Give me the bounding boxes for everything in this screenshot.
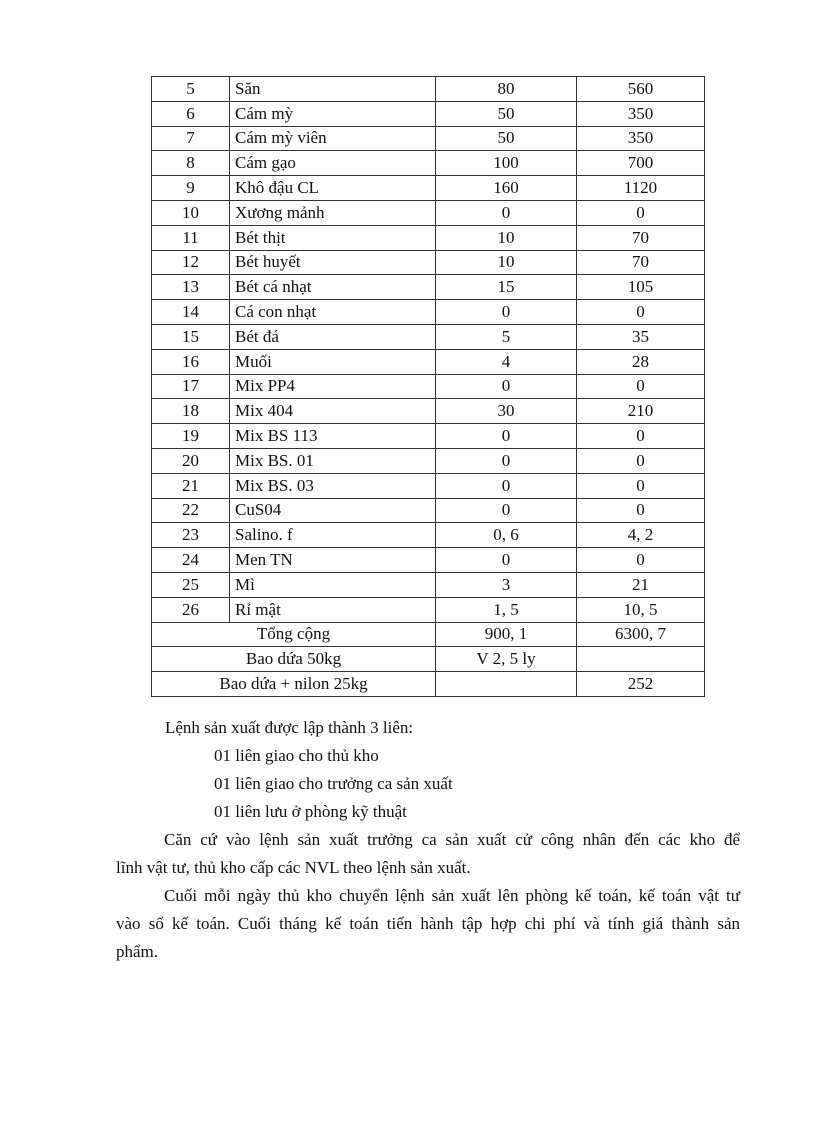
copy-item-3: 01 liên lưu ở phòng kỹ thuật [214, 802, 407, 821]
material-qty: 0 [436, 200, 577, 225]
row-number: 19 [152, 424, 230, 449]
material-qty: 100 [436, 151, 577, 176]
paragraph-2-line-3: phẩm. [116, 942, 159, 961]
total-qty: 900, 1 [436, 622, 577, 647]
table-row [152, 300, 705, 325]
material-qty: 80 [436, 77, 577, 102]
table-row [152, 200, 705, 225]
bag50-sum [577, 647, 705, 672]
material-total: 0 [577, 548, 705, 573]
bag25-label: Bao dứa + nilon 25kg [152, 672, 436, 697]
table-row [152, 77, 705, 102]
material-total: 0 [577, 300, 705, 325]
row-number: 9 [152, 176, 230, 201]
material-name: Muối [230, 349, 436, 374]
material-name: Cám mỳ viên [230, 126, 436, 151]
materials-table-summary [152, 622, 705, 696]
material-total: 10, 5 [577, 597, 705, 622]
paragraph-1-line-2: lĩnh vật tư, thủ kho cấp các NVL theo lệnh sản xuất. [116, 858, 471, 877]
material-name: Bét huyết [230, 250, 436, 275]
table-row [152, 225, 705, 250]
material-name: Cám mỳ [230, 101, 436, 126]
material-name: Men TN [230, 548, 436, 573]
material-total: 70 [577, 225, 705, 250]
row-number: 15 [152, 324, 230, 349]
table-row [152, 523, 705, 548]
material-name: Mix BS. 03 [230, 473, 436, 498]
paragraph-2-line-1: Cuối mỗi ngày thủ kho chuyển lệnh sản xuất lên phòng kế toán, kế toán vật tư [164, 886, 740, 905]
material-total: 700 [577, 151, 705, 176]
row-number: 17 [152, 374, 230, 399]
materials-table-body [152, 77, 705, 623]
bag25-sum: 252 [577, 672, 705, 697]
row-number: 22 [152, 498, 230, 523]
material-qty: 50 [436, 126, 577, 151]
copy-item-2: 01 liên giao cho trưởng ca sản xuất [214, 774, 453, 793]
row-number: 26 [152, 597, 230, 622]
table-row [152, 101, 705, 126]
paragraph-2 [116, 882, 740, 966]
material-qty: 4 [436, 349, 577, 374]
material-total: 350 [577, 101, 705, 126]
table-row [152, 275, 705, 300]
table-row [152, 473, 705, 498]
material-qty: 0 [436, 448, 577, 473]
row-number: 14 [152, 300, 230, 325]
table-row [152, 250, 705, 275]
intro-text: Lệnh sản xuất được lập thành 3 liên: [165, 718, 414, 737]
row-number: 16 [152, 349, 230, 374]
row-number: 7 [152, 126, 230, 151]
material-qty: 3 [436, 572, 577, 597]
total-label: Tổng cộng [152, 622, 436, 647]
material-total: 0 [577, 473, 705, 498]
table-row [152, 448, 705, 473]
material-qty: 0 [436, 473, 577, 498]
material-name: Bét cá nhạt [230, 275, 436, 300]
material-qty: 0 [436, 498, 577, 523]
material-qty: 0 [436, 300, 577, 325]
table-row [152, 374, 705, 399]
bag50-row [152, 647, 705, 672]
material-total: 105 [577, 275, 705, 300]
table-row [152, 126, 705, 151]
table-row [152, 349, 705, 374]
bag25-row [152, 672, 705, 697]
material-qty: 0 [436, 374, 577, 399]
material-qty: 10 [436, 225, 577, 250]
material-name: Rỉ mật [230, 597, 436, 622]
material-total: 70 [577, 250, 705, 275]
material-total: 28 [577, 349, 705, 374]
row-number: 21 [152, 473, 230, 498]
table-row [152, 399, 705, 424]
row-number: 23 [152, 523, 230, 548]
material-total: 210 [577, 399, 705, 424]
material-name: Săn [230, 77, 436, 102]
material-qty: 0 [436, 548, 577, 573]
material-name: Cám gạo [230, 151, 436, 176]
row-number: 5 [152, 77, 230, 102]
table-row [152, 498, 705, 523]
material-qty: 0 [436, 424, 577, 449]
bag50-qty: V 2, 5 ly [436, 647, 577, 672]
material-qty: 5 [436, 324, 577, 349]
material-name: Bét đá [230, 324, 436, 349]
paragraph-1-line-1: Căn cứ vào lệnh sản xuất trưởng ca sản xuất cử công nhân đến các kho để [164, 830, 740, 849]
material-qty: 0, 6 [436, 523, 577, 548]
material-total: 0 [577, 498, 705, 523]
material-qty: 50 [436, 101, 577, 126]
material-total: 560 [577, 77, 705, 102]
row-number: 6 [152, 101, 230, 126]
material-qty: 1, 5 [436, 597, 577, 622]
bag50-label: Bao dứa 50kg [152, 647, 436, 672]
row-number: 18 [152, 399, 230, 424]
material-total: 350 [577, 126, 705, 151]
table-row [152, 597, 705, 622]
material-qty: 10 [436, 250, 577, 275]
material-name: Mix BS. 01 [230, 448, 436, 473]
material-total: 0 [577, 374, 705, 399]
paragraph-2-line-2: vào sổ kế toán. Cuối tháng kế toán tiến hành tập hợp chi phí và tính giá thành sản [116, 914, 740, 933]
material-qty: 30 [436, 399, 577, 424]
material-name: Cá con nhạt [230, 300, 436, 325]
row-number: 10 [152, 200, 230, 225]
table-row [152, 424, 705, 449]
row-number: 20 [152, 448, 230, 473]
paragraph-1 [116, 826, 740, 882]
material-name: Mix 404 [230, 399, 436, 424]
material-total: 0 [577, 424, 705, 449]
material-qty: 160 [436, 176, 577, 201]
material-name: Khô đậu CL [230, 176, 436, 201]
material-name: Salino. f [230, 523, 436, 548]
material-total: 0 [577, 200, 705, 225]
table-row [152, 151, 705, 176]
material-name: Mì [230, 572, 436, 597]
material-total: 4, 2 [577, 523, 705, 548]
material-name: Mix PP4 [230, 374, 436, 399]
table-row [152, 176, 705, 201]
materials-table [151, 76, 705, 697]
row-number: 25 [152, 572, 230, 597]
bag25-qty [436, 672, 577, 697]
material-name: Xương mảnh [230, 200, 436, 225]
material-name: Mix BS 113 [230, 424, 436, 449]
material-name: Bét thịt [230, 225, 436, 250]
total-sum: 6300, 7 [577, 622, 705, 647]
table-row [152, 572, 705, 597]
row-number: 11 [152, 225, 230, 250]
row-number: 12 [152, 250, 230, 275]
material-total: 35 [577, 324, 705, 349]
table-row [152, 548, 705, 573]
material-total: 1120 [577, 176, 705, 201]
copy-item-1: 01 liên giao cho thủ kho [214, 746, 379, 765]
table-row [152, 324, 705, 349]
material-qty: 15 [436, 275, 577, 300]
total-row [152, 622, 705, 647]
row-number: 8 [152, 151, 230, 176]
row-number: 24 [152, 548, 230, 573]
material-total: 21 [577, 572, 705, 597]
material-name: CuS04 [230, 498, 436, 523]
row-number: 13 [152, 275, 230, 300]
material-total: 0 [577, 448, 705, 473]
